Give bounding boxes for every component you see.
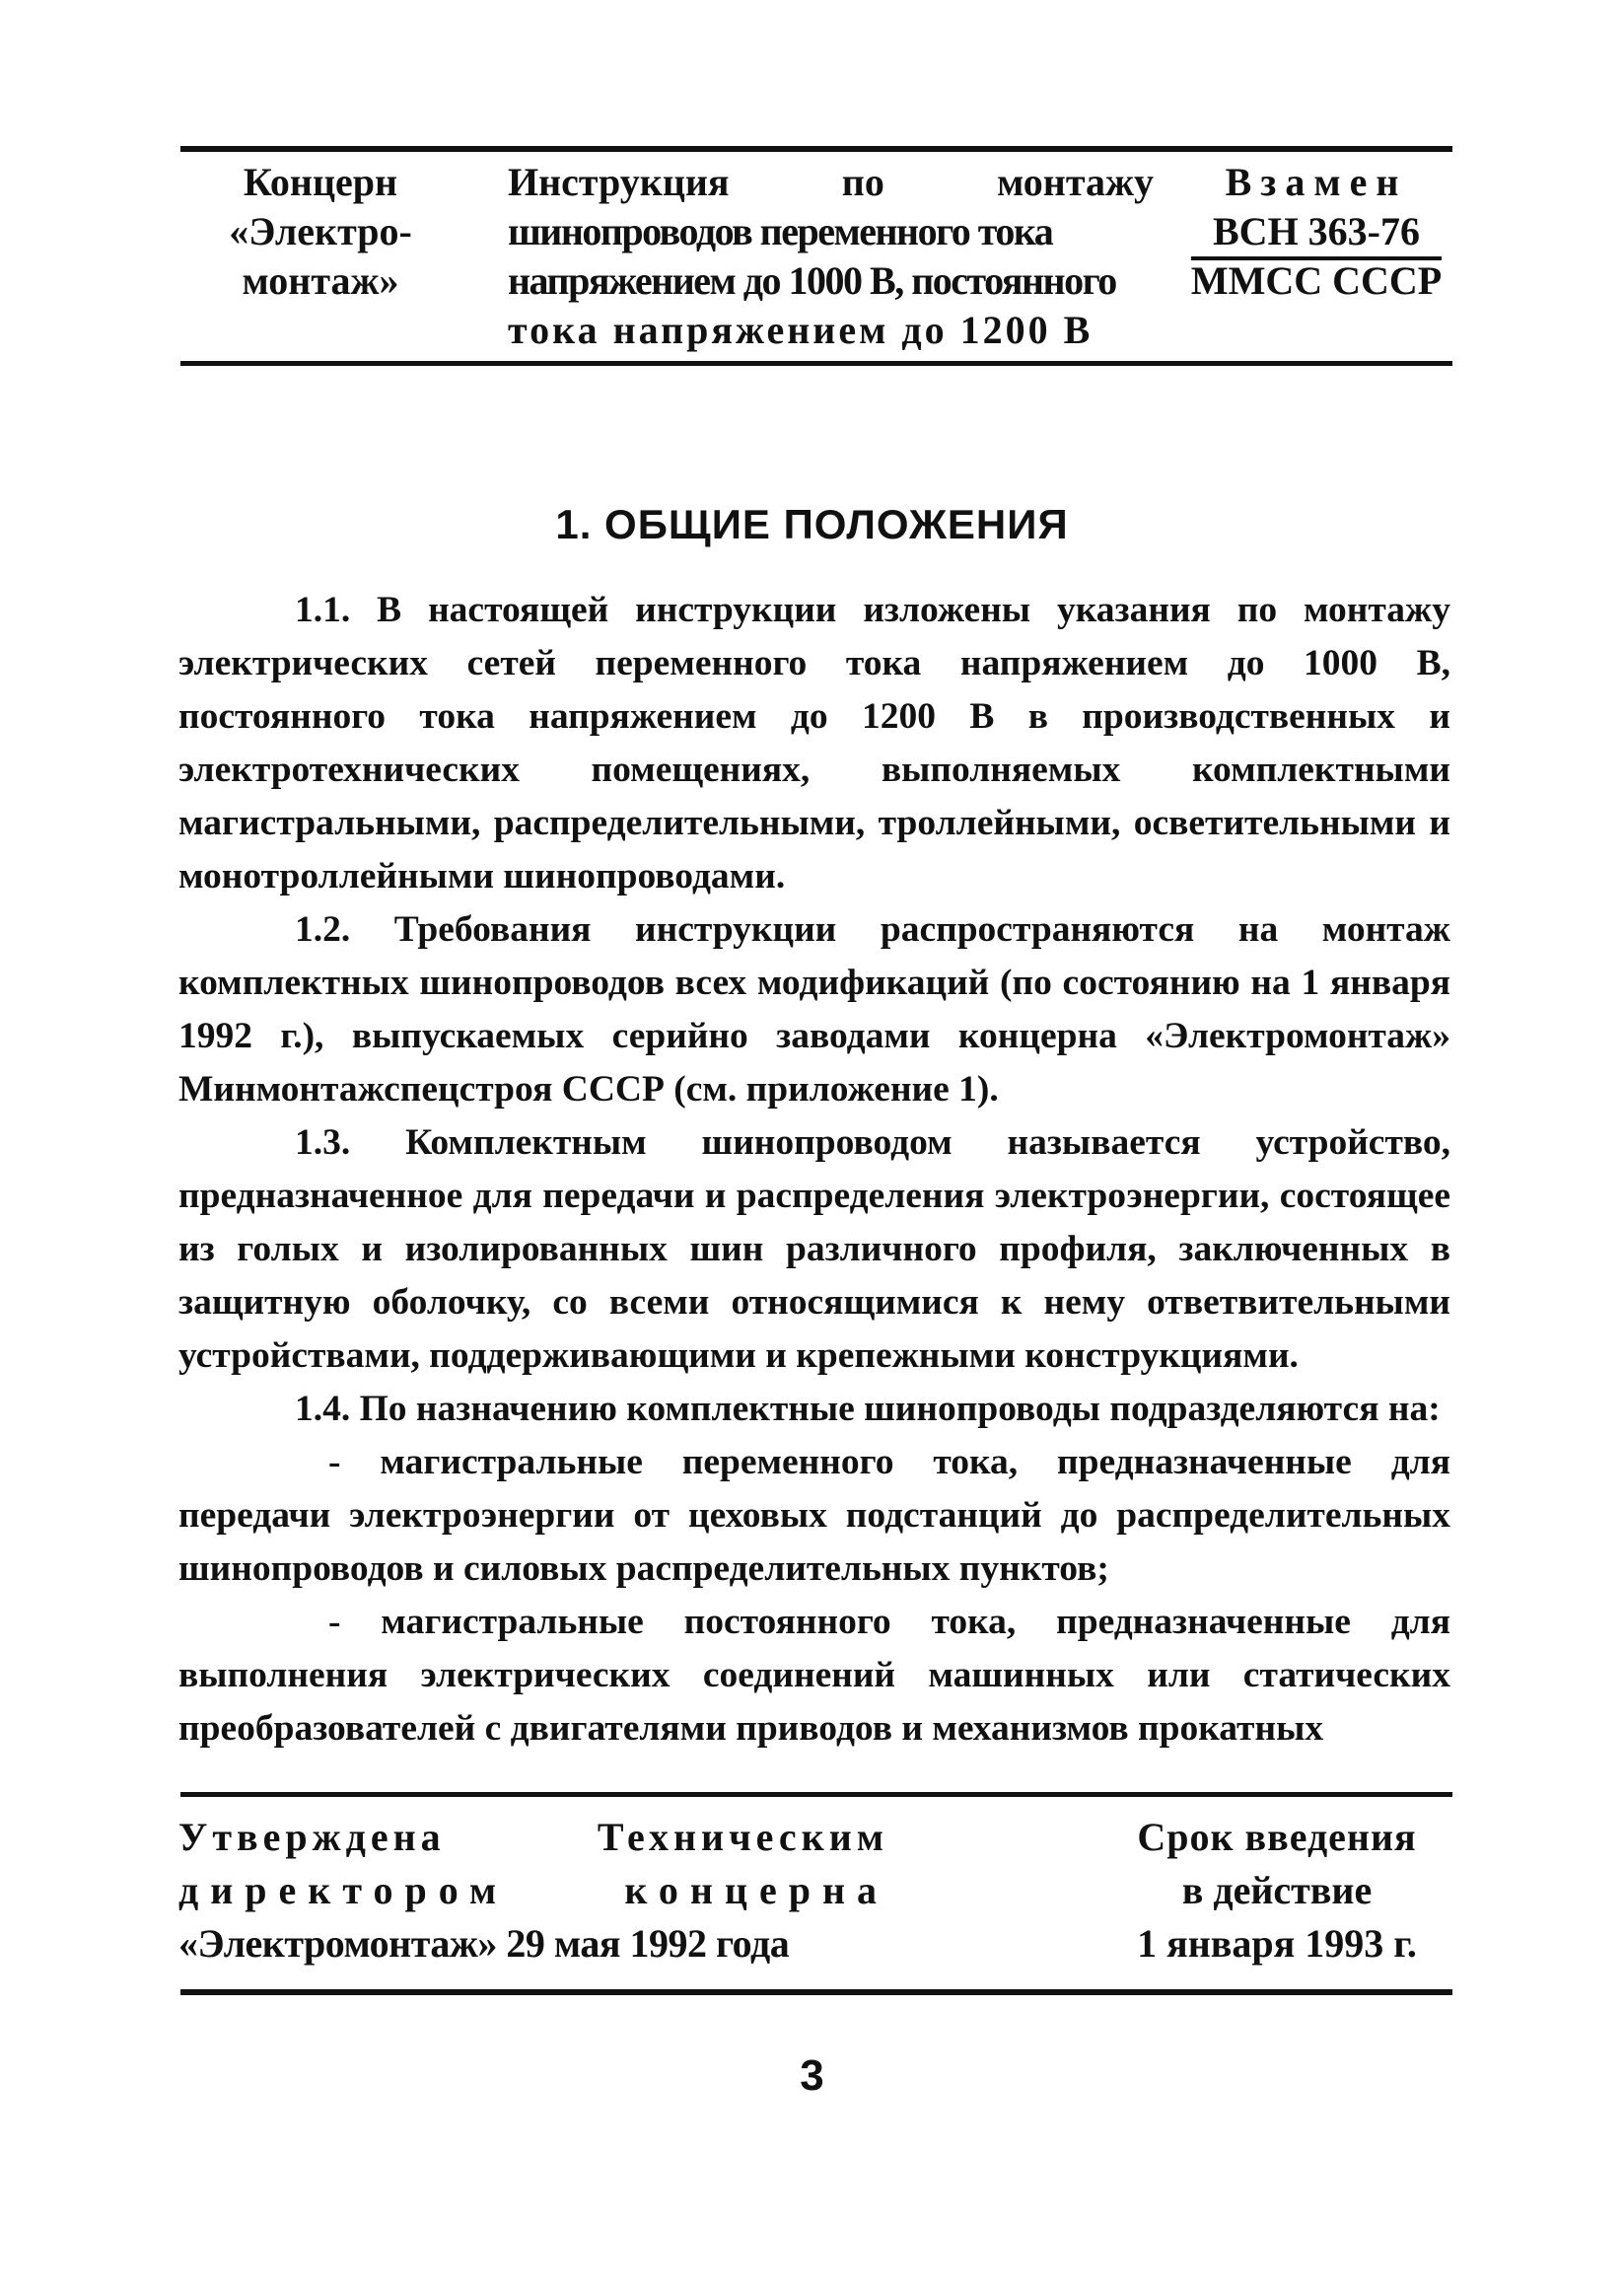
approval-word: директором — [178, 1868, 509, 1912]
section-title: 1. ОБЩИЕ ПОЛОЖЕНИЯ — [555, 501, 1069, 547]
header-replaces — [1178, 158, 1454, 306]
replaces-label: Взамен — [1225, 160, 1408, 204]
approval-line-1 — [178, 1811, 888, 1864]
approval-note — [178, 1811, 888, 1971]
header-organization — [197, 158, 444, 306]
title-line-4: тока напряжением до 1200 В — [508, 308, 1094, 352]
header-bottom-rule — [180, 361, 1452, 366]
header-document-title — [508, 158, 1154, 355]
approval-word: концерна — [624, 1868, 888, 1912]
organization-line: «Электро- — [229, 209, 412, 253]
page-number: 3 — [800, 2051, 824, 2100]
title-line-2: шинопроводов переменного тока — [508, 209, 1053, 253]
title-line-3: напряжением до 1000 В, постоянного — [508, 258, 1116, 303]
paragraph-1-2: 1.2. Требования инструкции распространяются на монтаж комплектных шинопроводов всех модификаций (по состоянию на 1 января 1992 г.), выпускаемых серийно заводами концерна «Электромонтаж» Минмонтажспецстроя СССР (см. приложение 1). — [178, 909, 1450, 1110]
approval-word: Утверждена — [178, 1815, 446, 1859]
paragraph-1-3: 1.3. Комплектным шинопроводом называется устройство, предназначенное для передачи и распределения электроэнергии, состоящее из голых и изолированных шин различного профиля, заключенных в защитную оболочку, со всеми относящимися к нему ответвительными устройствами, поддерживающими и крепежными конструкциями. — [178, 1122, 1450, 1376]
title-word: по — [841, 160, 884, 204]
paragraph-1-1: 1.1. В настоящей инструкции изложены указания по монтажу электрических сетей переменного тока напряжением до 1000 В, постоянного тока напряжением до 1200 В в производственных и электротехнических помещениях, выполняемых комплектными магистральными, распределительными, троллейными, осветительными и монотроллейными шинопроводами. — [178, 590, 1450, 896]
title-line-1 — [508, 158, 1154, 207]
paragraph-1-4: 1.4. По назначению комплектные шинопроводы подразделяются на: — [295, 1389, 1441, 1429]
body-text — [178, 584, 1450, 1756]
replaces-org: ММСС СССР — [1190, 258, 1443, 303]
organization-line: монтаж» — [242, 258, 399, 303]
title-word: монтажу — [997, 160, 1154, 204]
approval-word: Техническим — [597, 1815, 888, 1859]
effective-line: в действие — [1181, 1868, 1373, 1912]
list-item: - магистральные постоянного тока, предназначенные для выполнения электрических соединений машинных или статических преобразователей с двигателями приводов и механизмов прокатных — [178, 1602, 1450, 1749]
effective-date — [1094, 1811, 1459, 1971]
organization-line: Концерн — [243, 160, 398, 204]
footer-bottom-rule — [180, 1989, 1452, 1995]
approval-line-2 — [178, 1864, 888, 1917]
replaces-code: ВСН 363-76 — [1213, 209, 1420, 253]
effective-line: 1 января 1993 г. — [1137, 1921, 1417, 1966]
header-top-rule — [180, 146, 1452, 152]
list-item: - магистральные переменного тока, предназначенные для передачи электроэнергии от цеховых подстанций до распределительных шинопроводов и силовых распределительных пунктов; — [178, 1442, 1450, 1589]
footer-top-rule — [180, 1792, 1452, 1797]
approval-line-3: «Электромонтаж» 29 мая 1992 года — [178, 1921, 790, 1966]
effective-line: Срок введения — [1137, 1815, 1417, 1859]
title-word: Инструкция — [508, 160, 730, 204]
